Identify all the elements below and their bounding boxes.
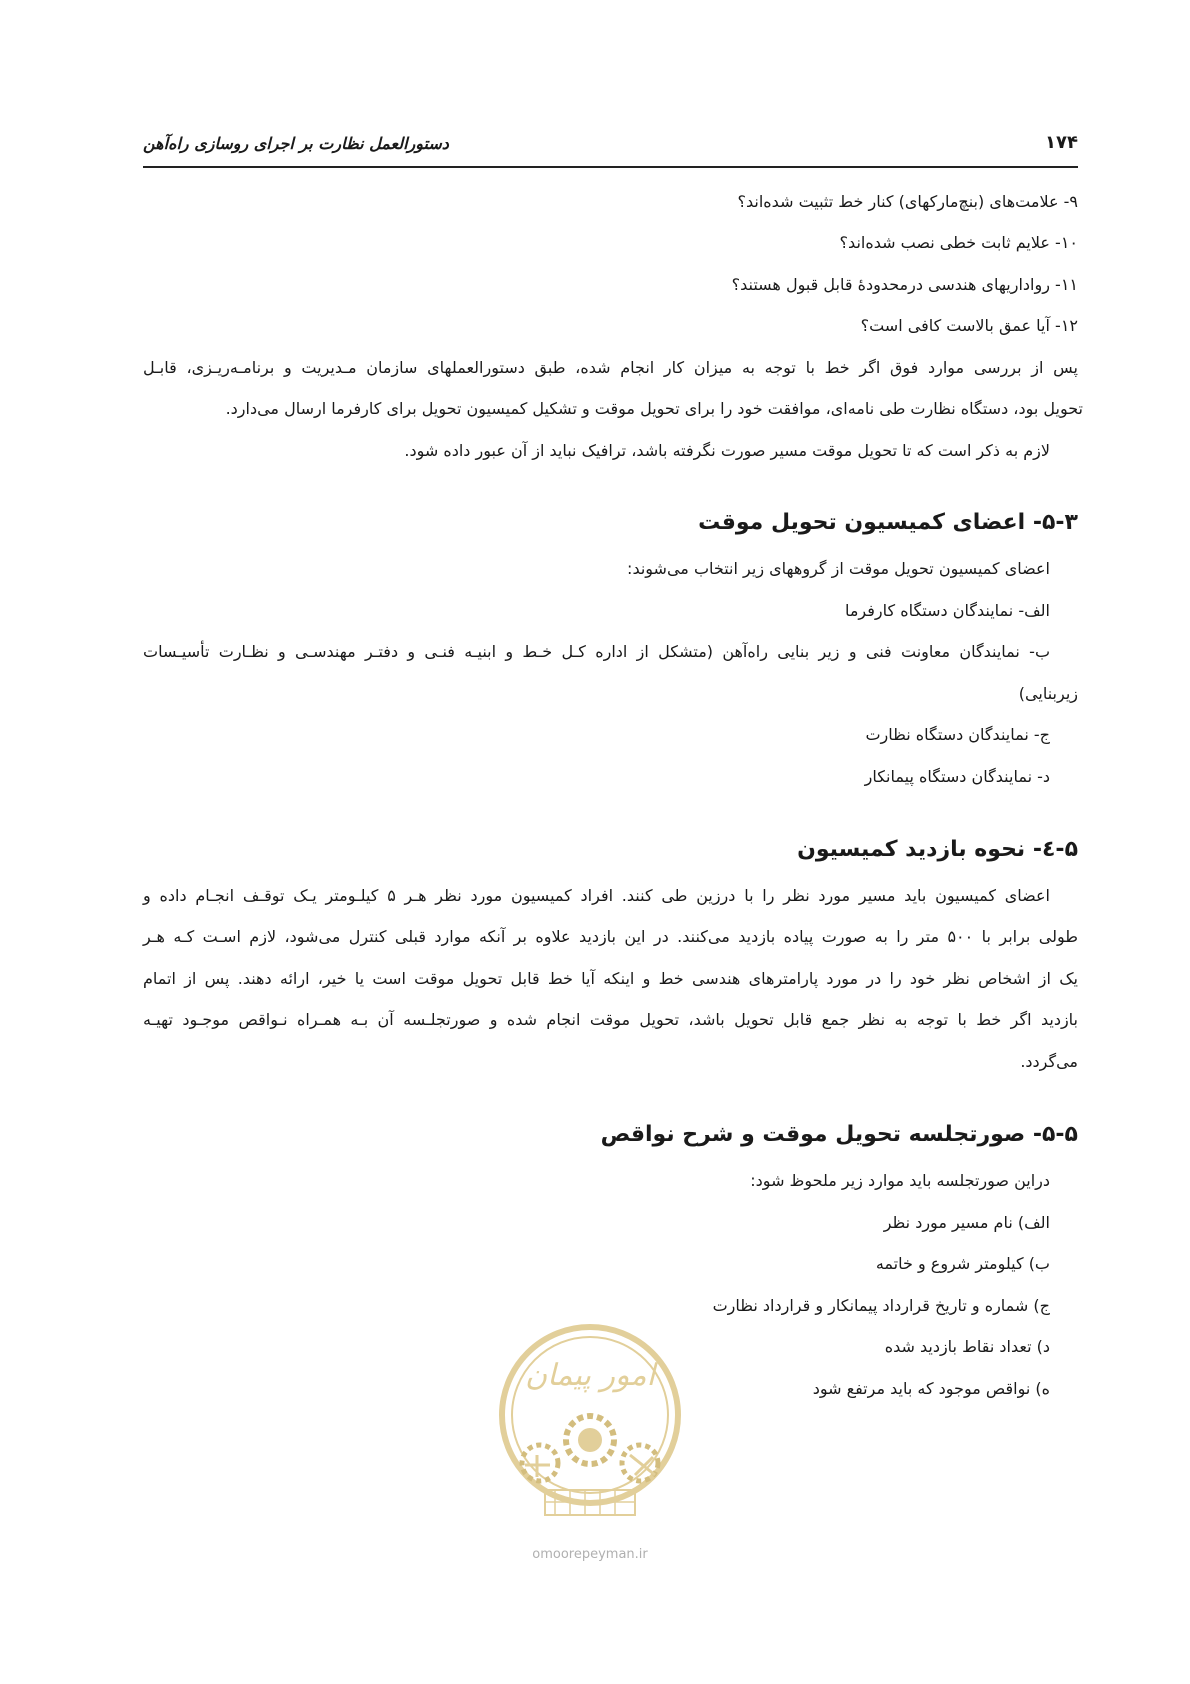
- watermark-brand: امور پیمان: [525, 1358, 655, 1393]
- record-item: د) تعداد نقاط بازدید شده: [884, 1337, 1050, 1356]
- section-heading-4: ۵-٤- نحوه بازدید کمیسیون: [797, 837, 1078, 862]
- record-item: ه) نواقص موجود که باید مرتفع شود: [812, 1379, 1050, 1398]
- watermark-logo: [495, 1315, 685, 1585]
- section-4-line: اعضای کمیسیون باید مسیر مورد نظر را با درزین طی کنند. افراد کمیسیون مورد نظر هـر ۵ کیلـومتر یـک توقـف انجـام داده و: [143, 886, 1051, 905]
- checklist-item: ۹- علامت‌های (بنچ‌مارکهای) کنار خط تثبیت شده‌اند؟: [737, 192, 1078, 211]
- page-header: [143, 126, 1078, 168]
- section-4-line: بازدید اگر خط با توجه به نظر جمع قابل تحویل باشد، تحویل موقت انجام شده و صورتجلـسه آن بـه همـراه نـواقص موجـود تهیـه: [143, 1010, 1078, 1029]
- member-item-d: د- نمایندگان دستگاه پیمانکار: [864, 767, 1050, 786]
- record-item: ج) شماره و تاریخ قرارداد پیمانکار و قرارداد نظارت: [712, 1296, 1050, 1315]
- checklist-item: ۱۱- رواداریهای هندسی درمحدودهٔ قابل قبول هستند؟: [731, 275, 1078, 294]
- record-item: ب) کیلومتر شروع و خاتمه: [875, 1254, 1050, 1273]
- member-item-a: الف- نمایندگان دستگاه کارفرما: [844, 601, 1050, 620]
- member-item-b: ب- نمایندگان معاونت فنی و زیر بنایی راه‌آهن (متشکل از اداره کـل خـط و ابنیـه فنـی و دفتـر مهندسـی و نظـارت تأسیـسات: [143, 642, 1050, 661]
- running-title: دستورالعمل نظارت بر اجرای روسازی راه‌آهن: [143, 134, 449, 153]
- section-4-line: طولی برابر با ۵۰۰ متر را به صورت پیاده بازدید می‌کنند. در این بازدید علاوه بر آنکه موارد قبلی کنترل می‌شود، لازم اسـت کـه هـر: [143, 927, 1079, 946]
- section-heading-3: ۵-۳- اعضای کمیسیون تحویل موقت: [698, 510, 1078, 535]
- section-4-line: یک از اشخاص نظر خود را در مورد پارامترهای هندسی خط و اینکه آیا خط قابل تحویل موقت است یا خیر، ارائه دهند. پس از اتمام: [143, 969, 1078, 988]
- member-item-b-cont: زیربنایی): [1018, 684, 1078, 703]
- checklist-item: ۱۰- علایم ثابت خطی نصب شده‌اند؟: [839, 233, 1078, 252]
- page-number: ۱۷۴: [1045, 132, 1078, 153]
- section-3-intro: اعضای کمیسیون تحویل موقت از گروههای زیر انتخاب می‌شوند:: [627, 559, 1050, 578]
- member-item-c: ج- نمایندگان دستگاه نظارت: [865, 725, 1050, 744]
- checklist-item: ۱۲- آیا عمق بالاست کافی است؟: [860, 316, 1078, 335]
- intro-paragraph-line: لازم به ذکر است که تا تحویل موقت مسیر صورت نگرفته باشد، ترافیک نباید از آن عبور داده شود.: [404, 441, 1050, 460]
- watermark-emblem-icon: [495, 1315, 685, 1545]
- section-heading-5: ۵-۵- صورتجلسه تحویل موقت و شرح نواقص: [600, 1122, 1078, 1147]
- section-4-line: می‌گردد.: [1020, 1052, 1078, 1071]
- intro-paragraph-line: تحویل بود، دستگاه نظارت طی نامه‌ای، موافقت خود را برای تحویل موقت و تشکیل کمیسیون تحویل برای کارفرما ارسال می‌دارد.: [225, 399, 1083, 418]
- intro-paragraph-line: پس از بررسی موارد فوق اگر خط با توجه به میزان کار انجام شده، طبق دستورالعملهای سازمان مـدیریت و برنامـه‌ریـزی، قابـل: [143, 358, 1078, 377]
- record-item: الف) نام مسیر مورد نظر: [883, 1213, 1050, 1232]
- watermark-url: omoorepeyman.ir: [532, 1547, 648, 1562]
- section-5-intro: دراین صورتجلسه باید موارد زیر ملحوظ شود:: [750, 1171, 1050, 1190]
